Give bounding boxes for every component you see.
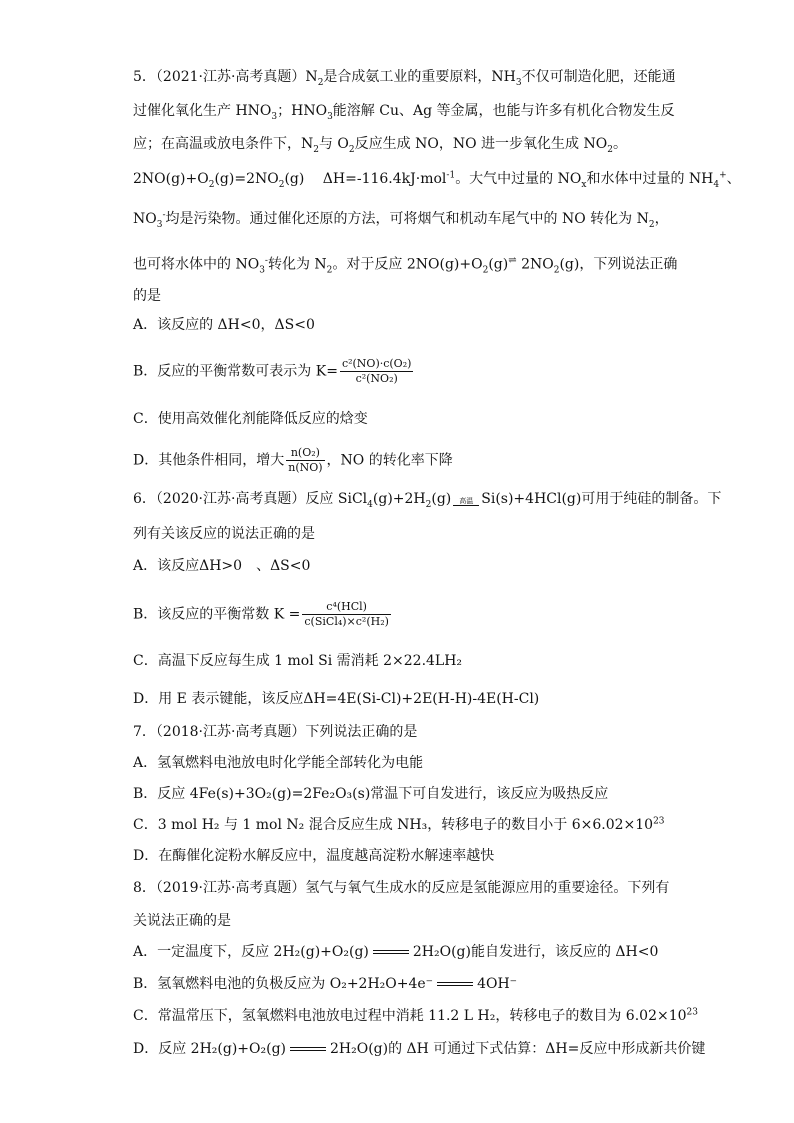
q8-intro-line1: 8．（2019·江苏·高考真题）氢气与氧气生成水的反应是氢能源应用的重要途径。下列有 [133,880,670,896]
q6-intro-line1: 6．（2020·江苏·高考真题）反应 $SiCl_4(g)+2H_2(g)$ 高温 Si(s)+4HCl(g)可用于纯硅的制备。下 [133,491,722,510]
q6-option-b: B．该反应的平衡常数 K = $\frac{\text{c⁴(HCl)}}{\text{c(SiCl₄)×c²(H₂)}}$ [133,600,389,628]
q5-option-d: D．其他条件相同，增大 $\frac{\text{n(O₂)}}{n(NO)}$ ，NO 的转化率下降 [133,446,453,474]
equals-arrow-icon [290,1047,326,1051]
q6-option-c: C．高温下反应每生成 1 mol Si 需消耗 2×22.4LH₂ [133,653,463,669]
q6-intro-line2: 列有关该反应的说法正确的是 [133,526,315,542]
q5-equation-line: $2NO(g)+O_2(g)=2NO_2(g)$ ΔH=-116.4kJ·mol$^{-1}$。大气中过量的 $NO_x$和水体中过量的 $NH_4^+$、 [133,170,741,190]
q5-option-a: A．该反应的 ΔH<0，ΔS<0 [133,317,315,333]
q6-option-d: D．用 E 表示键能，该反应ΔH=4E(Si-Cl)+2E(H-H)-4E(H-Cl) [133,691,540,707]
q7-option-c: C．3 mol H₂ 与 1 mol N₂ 混合反应生成 NH₃，转移电子的数目小于 $6\times 6.02\times 10^{23}$ [133,816,665,833]
q8-option-a: A．一定温度下，反应 2H₂(g)+O₂(g) 2H₂O(g)能自发进行，该反应的 ΔH<0 [133,944,659,960]
reversible-arrow-icon: ⇌ [508,255,517,266]
q7-option-a: A．氢氧燃料电池放电时化学能全部转化为电能 [133,755,424,771]
q5-line5: $NO_3^-$均是污染物。通过催化还原的方法，可将烟气和机动车尾气中的 NO 转化为 $N_2$， [133,210,669,230]
equals-arrow-icon [437,982,473,986]
q5-line6: 也可将水体中的 $NO_3^-$转化为 $N_2$。对于反应 $2NO(g)+O_2(g)^\rightleftharpoons$ $2NO_2(g)$，下列说法正确 [133,255,678,276]
q7-option-b: B．反应 4Fe(s)+3O₂(g)=2Fe₂O₃(s)常温下可自发进行，该反应为吸热反应 [133,786,609,802]
q5-option-b: B．反应的平衡常数可表示为 K= $\frac{\text{c²(NO)·c(O₂)}}{\text{c²(NO₂)}}$ [133,357,412,385]
q5-option-d-fraction: $\frac{\text{n(O₂)}}{n(NO)}$ [288,446,323,474]
q5-intro-line1: 5．（2021·江苏·高考真题）$N_2$是合成氨工业的重要原料，$NH_3$不仅可制造化肥，还能通 [133,69,676,88]
q8-option-b: B．氢氧燃料电池的负极反应为 O₂+2H₂O+4e⁻ 4OH⁻ [133,976,518,992]
q5-intro-line2: 过催化氧化生产 $HNO_3$；$HNO_3$能溶解 Cu、Ag 等金属，也能与许多有机化合物发生反 [133,103,675,122]
reaction-arrow-icon: 高温 [453,497,479,506]
q5-line7: 的是 [133,288,161,304]
equals-arrow-icon [373,950,409,954]
q5-intro-line3: 应；在高温或放电条件下，$N_2$与 $O_2$反应生成 NO，NO 进一步氧化生成 $NO_2$。 [133,136,627,155]
q7-option-d: D．在酶催化淀粉水解反应中，温度越高淀粉水解速率越快 [133,848,495,864]
q8-intro-line2: 关说法正确的是 [133,913,231,929]
q8-option-c: C．常温常压下，氢氧燃料电池放电过程中消耗 11.2 L H₂，转移电子的数目为 $6.02\times 10^{23}$ [133,1007,698,1024]
q6-option-a: A．该反应ΔH>0 、ΔS<0 [133,558,311,574]
q5-option-c: C．使用高效催化剂能降低反应的焓变 [133,411,368,427]
q6-option-b-fraction: $\frac{\text{c⁴(HCl)}}{\text{c(SiCl₄)×c²(H₂)}}$ [304,600,389,628]
q5-option-b-fraction: $\frac{\text{c²(NO)·c(O₂)}}{\text{c²(NO₂)}}$ [341,357,412,385]
q7-intro: 7．（2018·江苏·高考真题）下列说法正确的是 [133,724,418,740]
q8-option-d: D．反应 2H₂(g)+O₂(g) 2H₂O(g)的 ΔH 可通过下式估算：ΔH=反应中形成新共价键 [133,1041,706,1057]
